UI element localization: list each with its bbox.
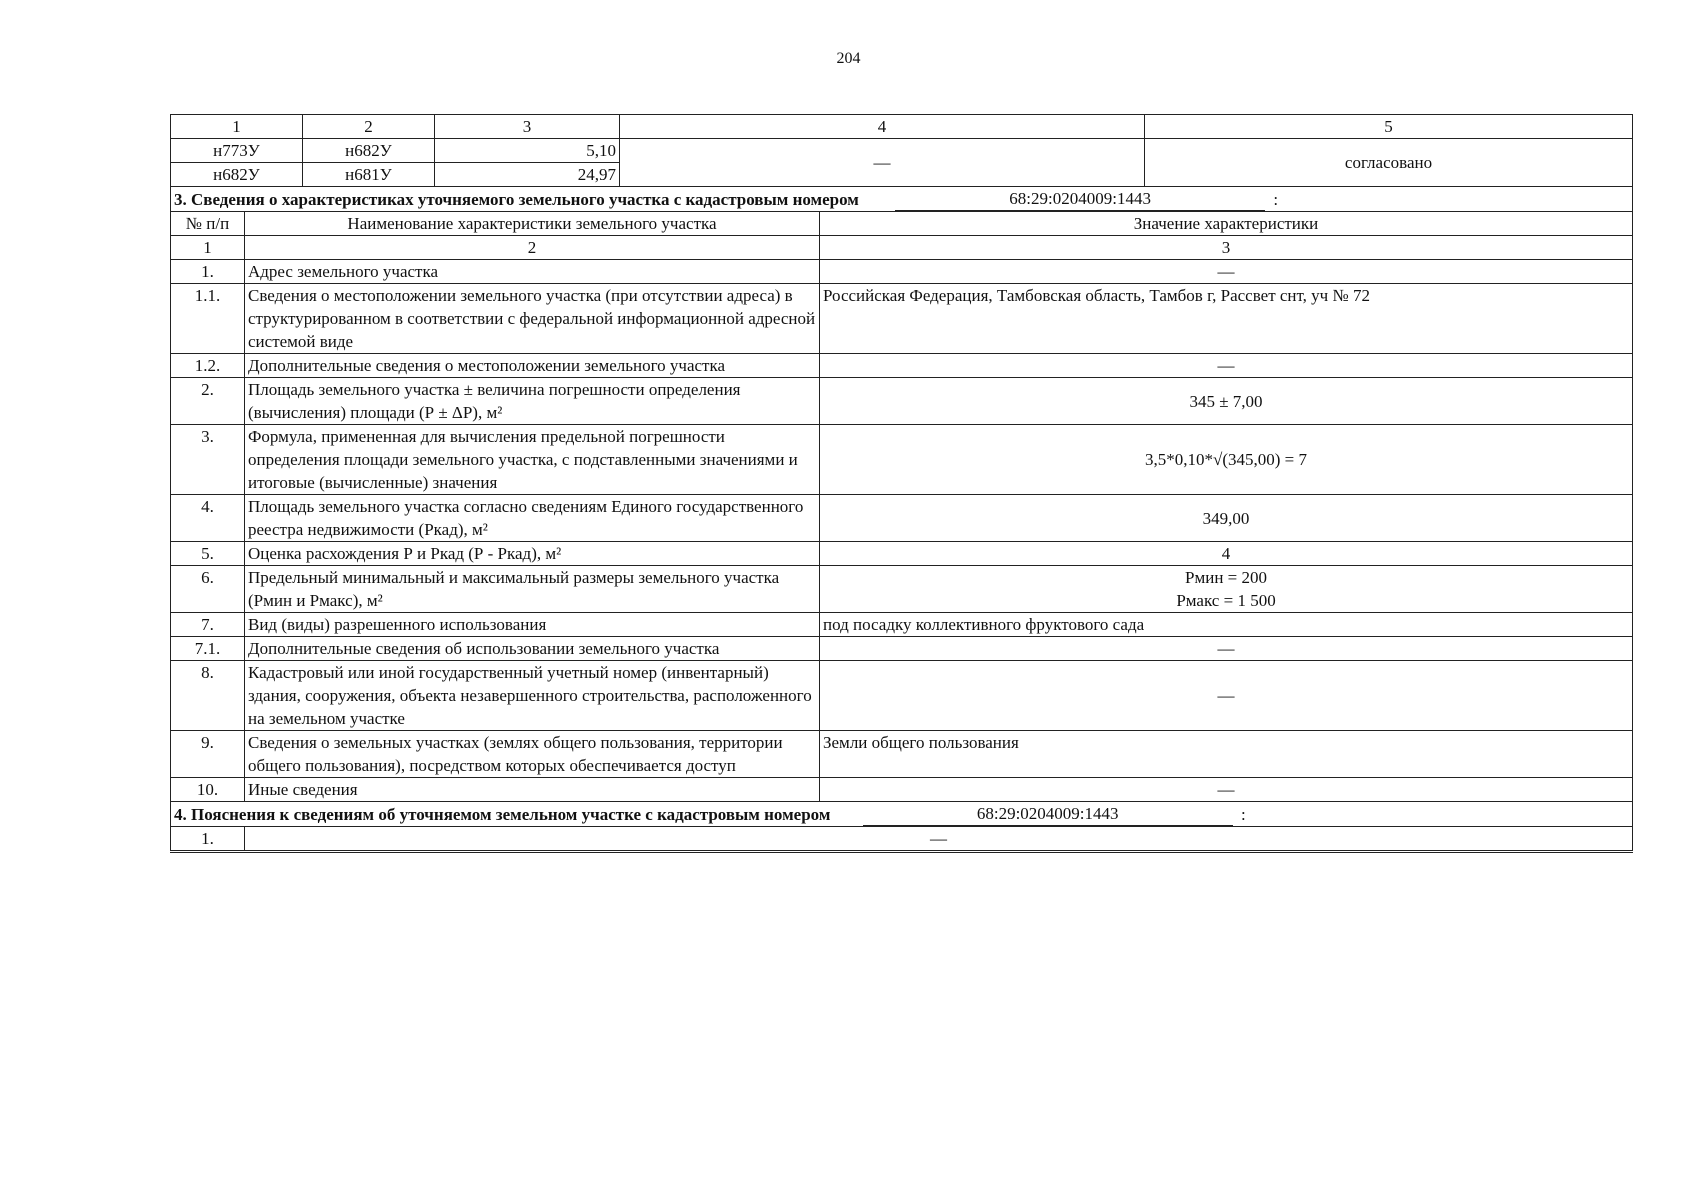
section3-title: 3. Сведения о характеристиках уточняемого земельного участка с кадастровым номером <box>174 190 859 209</box>
boundary-length: 5,10 <box>435 139 620 163</box>
table-row <box>171 566 1633 613</box>
max-size-value: Рмакс = 1 500 <box>1176 591 1276 610</box>
section4-title: 4. Пояснения к сведениям об уточняемом земельном участке с кадастровым номером <box>174 805 831 824</box>
table-row <box>171 637 1633 661</box>
characteristic-value: 3,5*0,10*√(345,00) = 7 <box>820 425 1633 495</box>
column-header: Наименование характеристики земельного участка <box>245 212 820 236</box>
characteristic-value <box>820 566 1633 613</box>
characteristic-name: Площадь земельного участка согласно сведениям Единого государственного реестра недвижимости (Ркад), м² <box>245 495 820 542</box>
row-number: 2. <box>171 378 245 425</box>
table-row <box>171 354 1633 378</box>
characteristics-header-row <box>171 212 1633 236</box>
characteristic-value: 345 ± 7,00 <box>820 378 1633 425</box>
characteristics-table <box>170 186 1633 853</box>
section3-colon: : <box>1273 190 1279 209</box>
boundary-approval-status: согласовано <box>1145 139 1633 187</box>
table-row <box>171 284 1633 354</box>
characteristic-name: Предельный минимальный и максимальный размеры земельного участка (Рмин и Рмакс), м² <box>245 566 820 613</box>
characteristic-value: — <box>820 637 1633 661</box>
row-number: 8. <box>171 661 245 731</box>
table-row <box>171 778 1633 802</box>
table-row <box>171 425 1633 495</box>
column-header: № п/п <box>171 212 245 236</box>
row-number: 6. <box>171 566 245 613</box>
section3-title-row <box>171 187 1633 212</box>
table-row <box>171 378 1633 425</box>
column-number: 3 <box>820 236 1633 260</box>
table-row <box>171 139 1633 163</box>
characteristic-name: Площадь земельного участка ± величина погрешности определения (вычисления) площади (Р ± ΔР), м² <box>245 378 820 425</box>
column-number-row <box>171 236 1633 260</box>
characteristic-name: Иные сведения <box>245 778 820 802</box>
column-header: Значение характеристики <box>820 212 1633 236</box>
characteristic-name: Дополнительные сведения о местоположении земельного участка <box>245 354 820 378</box>
row-number: 10. <box>171 778 245 802</box>
table-row <box>171 260 1633 284</box>
characteristic-value: — <box>820 778 1633 802</box>
characteristic-name: Оценка расхождения Р и Ркад (Р - Ркад), м² <box>245 542 820 566</box>
table-row <box>171 495 1633 542</box>
characteristic-value: — <box>820 260 1633 284</box>
row-number: 1. <box>171 827 245 852</box>
boundary-from: н682У <box>171 163 303 187</box>
characteristic-name: Сведения о местоположении земельного участка (при отсутствии адреса) в структурированном в соответствии с федеральной информационной адресной системой виде <box>245 284 820 354</box>
characteristic-name: Вид (виды) разрешенного использования <box>245 613 820 637</box>
row-number: 7. <box>171 613 245 637</box>
row-number: 9. <box>171 731 245 778</box>
boundary-header-row <box>171 115 1633 139</box>
boundary-header: 2 <box>303 115 435 139</box>
characteristic-name: Дополнительные сведения об использовании земельного участка <box>245 637 820 661</box>
table-row <box>171 613 1633 637</box>
boundary-table <box>170 114 1633 187</box>
characteristic-value: — <box>820 354 1633 378</box>
column-number: 1 <box>171 236 245 260</box>
table-row <box>171 661 1633 731</box>
boundary-header: 1 <box>171 115 303 139</box>
row-number: 7.1. <box>171 637 245 661</box>
characteristic-value: под посадку коллективного фруктового сада <box>820 613 1633 637</box>
boundary-from: н773У <box>171 139 303 163</box>
characteristic-value: Земли общего пользования <box>820 731 1633 778</box>
section3-cadastral-number: 68:29:0204009:1443 <box>895 188 1265 211</box>
boundary-header: 4 <box>620 115 1145 139</box>
explanation-value: — <box>245 827 1633 852</box>
characteristic-value: — <box>820 661 1633 731</box>
row-number: 4. <box>171 495 245 542</box>
characteristic-value: 349,00 <box>820 495 1633 542</box>
column-number: 2 <box>245 236 820 260</box>
section4-colon: : <box>1240 805 1246 824</box>
characteristic-name: Сведения о земельных участках (землях общего пользования, территории общего пользования), посредством которых обеспечивается доступ <box>245 731 820 778</box>
row-number: 1. <box>171 260 245 284</box>
characteristic-value: 4 <box>820 542 1633 566</box>
characteristic-name: Формула, примененная для вычисления предельной погрешности определения площади земельного участка, с подставленными значениями и итоговые (вычисленные) значения <box>245 425 820 495</box>
row-number: 1.1. <box>171 284 245 354</box>
section4-title-row <box>171 802 1633 827</box>
boundary-col4-value: — <box>620 139 1145 187</box>
table-row <box>171 731 1633 778</box>
characteristic-name: Адрес земельного участка <box>245 260 820 284</box>
table-row <box>171 827 1633 852</box>
boundary-header: 3 <box>435 115 620 139</box>
row-number: 3. <box>171 425 245 495</box>
boundary-length: 24,97 <box>435 163 620 187</box>
characteristic-name: Кадастровый или иной государственный учетный номер (инвентарный) здания, сооружения, объекта незавершенного строительства, расположенного на земельном участке <box>245 661 820 731</box>
document-table <box>170 114 1632 853</box>
boundary-header: 5 <box>1145 115 1633 139</box>
boundary-to: н682У <box>303 139 435 163</box>
table-row <box>171 542 1633 566</box>
row-number: 1.2. <box>171 354 245 378</box>
characteristic-value: Российская Федерация, Тамбовская область, Тамбов г, Рассвет снт, уч № 72 <box>820 284 1633 354</box>
row-number: 5. <box>171 542 245 566</box>
page-number: 204 <box>836 50 861 67</box>
section4-cadastral-number: 68:29:0204009:1443 <box>863 803 1233 826</box>
boundary-to: н681У <box>303 163 435 187</box>
min-size-value: Рмин = 200 <box>1185 568 1268 587</box>
